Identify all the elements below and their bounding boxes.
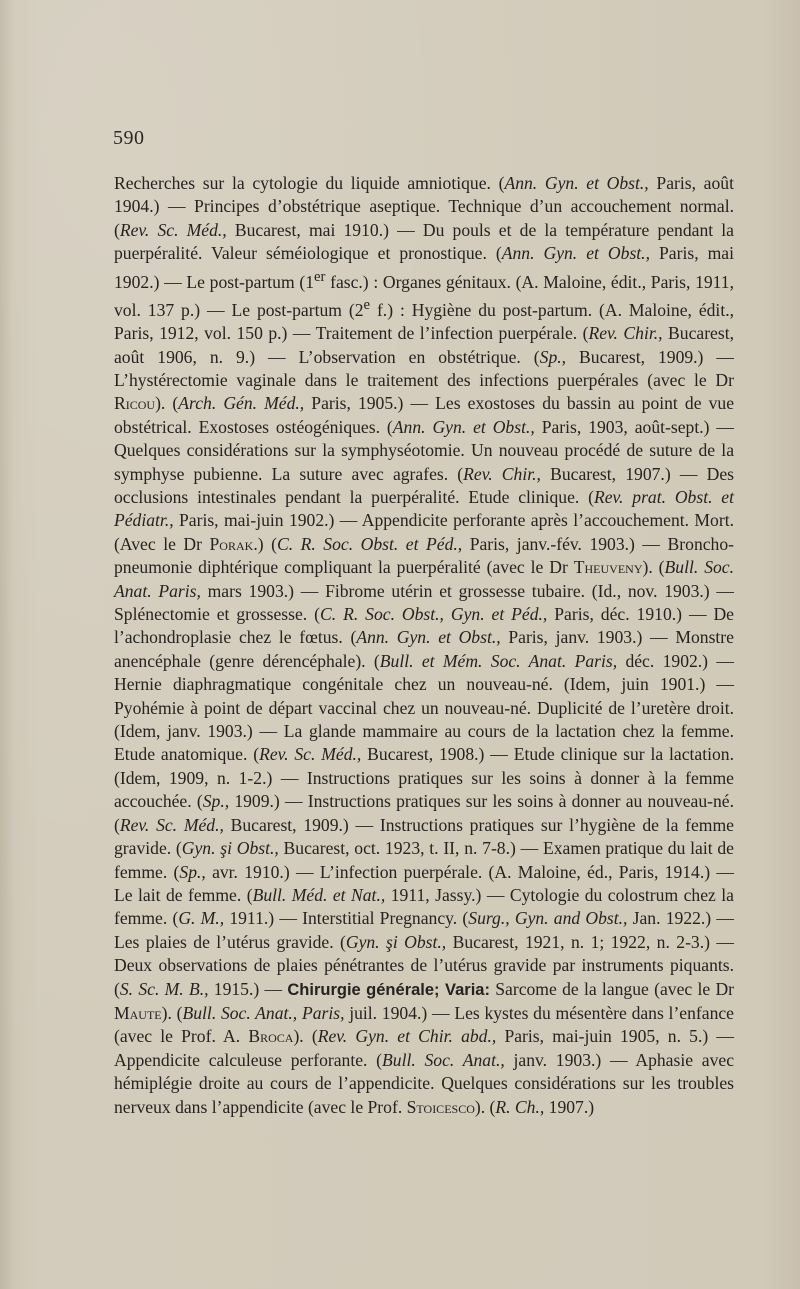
page-number: 590: [113, 127, 145, 149]
bibliography-paragraph: Recherches sur la cytologie du liquide amniotique. (Ann. Gyn. et Obst., Paris, août 1904.) — Principes d’obstétrique aseptique. Technique d’un accouchement normal. (Rev. Sc. Méd., Bucarest, mai 1910.) — Du pouls et de la température pendant la puerpéralité. Valeur séméiologique et pronostique. (Ann. Gyn. et Obst., Paris, mai 1902.) — Le post-partum (1er fasc.) : Organes génitaux. (A. Maloine, édit., Paris, 1911, vol. 137 p.) — Le post-partum (2e f.) : Hygiène du post-partum. (A. Maloine, édit., Paris, 1912, vol. 150 p.) — Traitement de l’infection puerpérale. (Rev. Chir., Bucarest, août 1906, n. 9.) — L’observation en obstétrique. (Sp., Bucarest, 1909.) — L’hystérectomie vaginale dans le traitement des infections puerpérales (avec le Dr Ricou). (Arch. Gén. Méd., Paris, 1905.) — Les exostoses du bassin au point de vue obstétrical. Exostoses ostéogéniques. (Ann. Gyn. et Obst., Paris, 1903, août-sept.) — Quelques considérations sur la symphyséotomie. Un nouveau procédé de suture de la symphyse pubienne. La suture avec agrafes. (Rev. Chir., Bucarest, 1907.) — Des occlusions intestinales pendant la puerpéralité. Etude clinique. (Rev. prat. Obst. et Pédiatr., Paris, mai-juin 1902.) — Appendicite perforante après l’accouchement. Mort. (Avec le Dr Porak.) (C. R. Soc. Obst. et Péd., Paris, janv.-fév. 1903.) — Broncho-pneumonie diphtérique compliquant la puerpéralité (avec le Dr Theuveny). (Bull. Soc. Anat. Paris, mars 1903.) — Fibrome utérin et grossesse tubaire. (Id., nov. 1903.) — Splénectomie et grossesse. (C. R. Soc. Obst., Gyn. et Péd., Paris, déc. 1910.) — De l’achondroplasie chez le fœtus. (Ann. Gyn. et Obst., Paris, janv. 1903.) — Monstre anencéphale (genre dérencéphale). (Bull. et Mém. Soc. Anat. Paris, déc. 1902.) — Hernie diaphragmatique congénitale chez un nouveau-né. (Idem, juin 1901.) — Pyohémie à point de départ vaccinal chez un nouveau-né. Duplicité de l’uretère droit. (Idem, janv. 1903.) — La glande mammaire au cours de la lactation chez la femme. Etude anatomique. (Rev. Sc. Méd., Bucarest, 1908.) — Etude clinique sur la lactation. (Idem, 1909, n. 1-2.) — Instructions pratiques sur les soins à donner à la femme accouchée. (Sp., 1909.) — Instructions pratiques sur les soins à donner au nouveau-né. (Rev. Sc. Méd., Bucarest, 1909.) — Instructions pratiques sur l’hygiène de la femme gravide. (Gyn. şi Obst., Bucarest, oct. 1923, t. II, n. 7-8.) — Examen pratique du lait de femme. (Sp., avr. 1910.) — L’infection puerpérale. (A. Maloine, éd., Paris, 1914.) — Le lait de femme. (Bull. Méd. et Nat., 1911, Jassy.) — Cytologie du colostrum chez la femme. (G. M., 1911.) — Interstitial Pregnancy. (Surg., Gyn. and Obst., Jan. 1922.) — Les plaies de l’utérus gravide. (Gyn. şi Obst., Bucarest, 1921, n. 1; 1922, n. 2-3.) — Deux observations de plaies pénétrantes de l’utérus gravide par instruments piquants. (S. Sc. M. B., 1915.) — Chirurgie générale; Varia: Sarcome de la langue (avec le Dr Maute). (Bull. Soc. Anat., Paris, juil. 1904.) — Les kystes du mésentère dans l’enfance (avec le Prof. A. Broca). (Rev. Gyn. et Chir. abd., Paris, mai-juin 1905, n. 5.) — Appendicite calculeuse perforante. (Bull. Soc. Anat., janv. 1903.) — Aphasie avec hémiplégie droite au cours de l’appendicite. Quelques considérations sur les troubles nerveux dans l’appendicite (avec le Prof. Stoicesco). (R. Ch., 1907.): [114, 173, 735, 1117]
